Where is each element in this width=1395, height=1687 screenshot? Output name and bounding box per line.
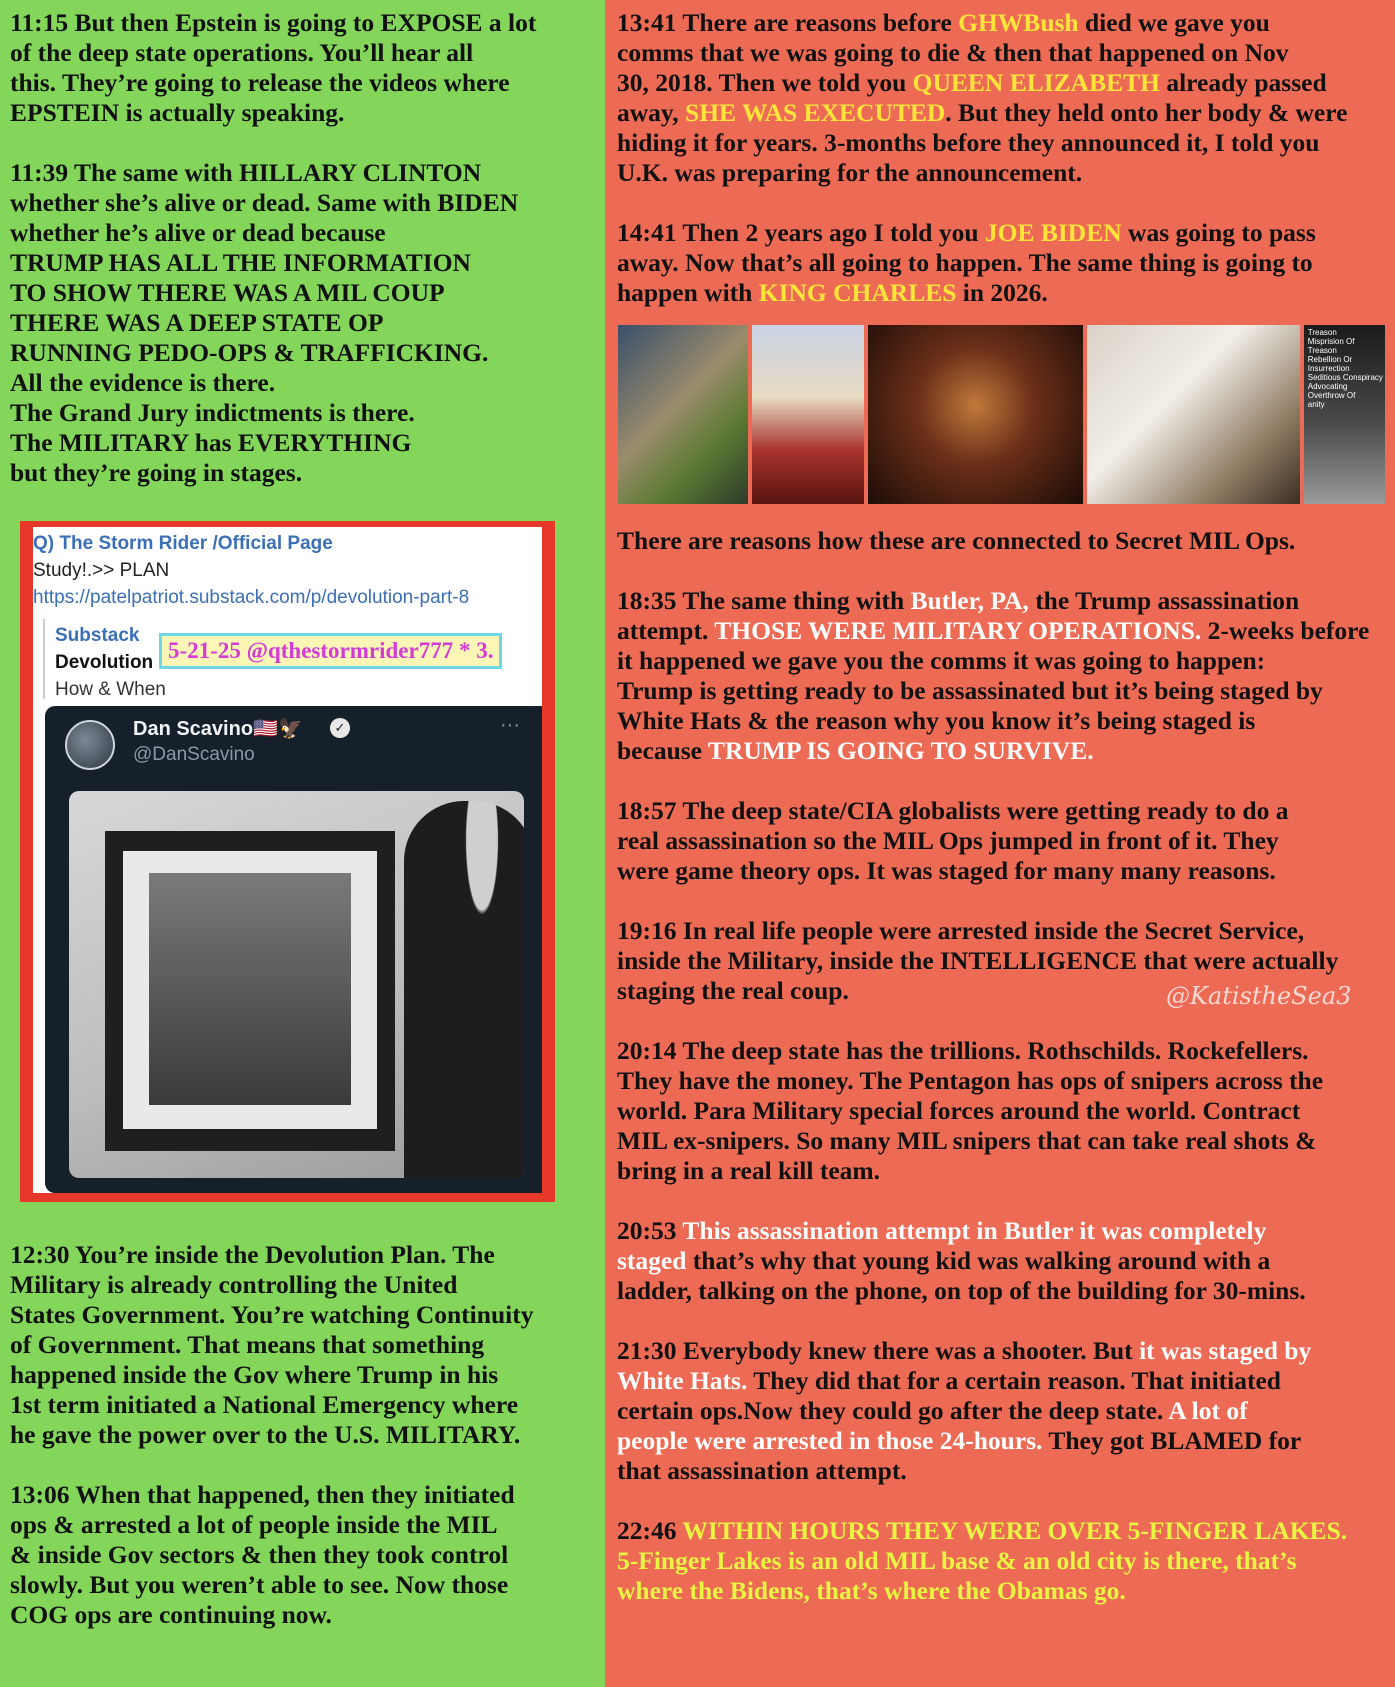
right-paragraph-4 [617,586,1369,766]
card-source: Substack [55,625,140,646]
collage-image-2 [752,325,864,504]
text-run: 14:41 Then 2 years ago I told you [617,218,985,247]
right-paragraph-10 [617,1516,1347,1606]
text-run: This assassination attempt in Butler it was completely staged [617,1216,1267,1275]
watermark: @KatistheSea3 [1166,982,1352,1010]
text-run: 20:53 [617,1216,683,1245]
left-paragraph-1: 11:15 But then Epstein is going to EXPOSE a lot of the deep state operations. You’ll hear all this. They’re going to release the videos where EPSTEIN is actually speaking. [10,8,537,127]
post-text: Study!.>> PLAN [33,560,170,581]
left-paragraph-4: 13:06 When that happened, then they initiated ops & arrested a lot of people inside the MIL & inside Gov sectors & then they took control slowly. But you weren’t able to see. Now those COG ops are continuing now. [10,1480,515,1629]
text-run: A lot of people were arrested in those 24-hours. [617,1396,1248,1455]
text-run: They got BLAMED for that assassination attempt. [617,1426,1302,1485]
screenshot-content [33,527,542,1193]
left-paragraph-2: 11:39 The same with HILLARY CLINTON whether she’s alive or dead. Same with BIDEN whether he’s alive or dead because TRUMP HAS ALL THE INFORMATION TO SHOW THERE WAS A MIL COUP THERE WAS A DEEP STATE OP RUNNING PEDO-OPS & TRAFFICKING. All the evidence is there. The Grand Jury indictments is there. The MILITARY has EVERYTHING but they’re going in stages. [10,158,519,487]
text-run: TRUMP IS GOING TO SURVIVE. [707,736,1094,765]
right-paragraph-5 [617,796,1288,886]
text-run: that’s why that young kid was walking around with a ladder, talking on the phone, on top of the building for 30-mins. [617,1246,1306,1305]
text-run: 13:41 There are reasons before [617,8,959,37]
tweet-card [45,706,542,1193]
text-run: QUEEN ELIZABETH [912,68,1160,97]
text-run: died we gave you comms that we was going to die & then that happened on Nov 30, 2018. Then we told you [617,8,1289,97]
text-run: was going to pass away. Now that’s all going to happen. The same thing is going to happen with [617,218,1316,307]
post-link[interactable]: https://patelpatriot.substack.com/p/devolution-part-8 [33,587,470,608]
card-title: Devolution [55,652,154,673]
text-run: already passed away, [617,68,1327,127]
image-collage [618,325,1385,504]
date-stamp: 5-21-25 @qthestormrider777 * 3. [159,633,502,669]
tweet-author-name[interactable]: Dan Scavino🇺🇸🦅 [133,718,303,740]
portrait-image [149,873,351,1105]
text-run: the Trump assassination attempt. [617,586,1300,645]
tweet-photo [69,791,524,1178]
right-paragraph-8 [617,1216,1306,1306]
verified-badge-icon: ✓ [330,718,350,738]
text-run: 19:16 In real life people were arrested inside the Secret Service, inside the Military, inside the INTELLIGENCE that were actually staging the real coup. [617,916,1339,1005]
picture-mat [123,851,377,1129]
collage-image-1 [618,325,748,504]
text-run: 2-weeks before it happened we gave you the comms it was going to happen: Trump is getting ready to be assassinated but it’s being staged by White Hats & the reason why you know it’s being staged is because [617,616,1370,765]
text-run: WITHIN HOURS THEY WERE OVER 5-FINGER LAKES. 5-Finger Lakes is an old MIL base & an old city is there, that’s where the Bidens, that’s where the Obamas go. [617,1516,1348,1605]
right-paragraph-2 [617,218,1316,308]
text-run: 22:46 [617,1516,683,1545]
collage-image-5-caption: Treason Misprision Of Treason Rebellion Or Insurrection Seditious Conspiracy Advocating Overthrow Of anity [1307,328,1383,409]
collage-image-3 [868,325,1083,504]
collage-image-4 [1087,325,1300,504]
text-run: There are reasons how these are connected to Secret MIL Ops. [617,526,1296,555]
right-paragraph-3 [617,526,1295,556]
left-paragraph-3: 12:30 You’re inside the Devolution Plan. The Military is already controlling the United States Government. You’re watching Continuity of Government. That means that something happened inside the Gov where Trump in his 1st term initiated a National Emergency where he gave the power over to the U.S. MILITARY. [10,1240,534,1449]
right-paragraph-7 [617,1036,1323,1186]
facebook-page-title[interactable]: Q) The Storm Rider /Official Page [33,533,333,554]
standing-figure [404,801,524,1178]
text-run: 18:57 The deep state/CIA globalists were getting ready to do a real assassination so the MIL Ops jumped in front of it. They were game theory ops. It was staged for many many reasons. [617,796,1289,885]
text-run: it was staged by White Hats. [617,1336,1312,1395]
avatar[interactable] [65,720,115,770]
text-run: 21:30 Everybody knew there was a shooter. But [617,1336,1140,1365]
card-subtitle: How & When [55,679,166,700]
text-run: GHWBush [958,8,1079,37]
text-run: SHE WAS EXECUTED [685,98,946,127]
right-paragraph-1 [617,8,1347,188]
text-run: in 2026. [956,278,1048,307]
collage-image-5 [1304,325,1385,504]
text-run: 18:35 The same thing with [617,586,911,615]
text-run: They did that for a certain reason. That initiated certain ops.Now they could go after the deep state. [617,1366,1281,1425]
text-run: THOSE WERE MILITARY OPERATIONS. [714,616,1202,645]
left-column [0,0,605,1687]
text-run: . But they held onto her body & were hiding it for years. 3-months before they announced it, I told you U.K. was preparing for the announcement. [617,98,1348,187]
text-run: Butler, PA, [910,586,1029,615]
right-paragraph-9 [617,1336,1311,1486]
text-run: 20:14 The deep state has the trillions. Rothschilds. Rockefellers. They have the money. The Pentagon has ops of snipers across the world. Para Military special forces around the world. Contract MIL ex-snipers. So many MIL snipers that can take real shots & bring in a real kill team. [617,1036,1324,1185]
text-run: JOE BIDEN [984,218,1122,247]
embedded-screenshot [20,521,555,1202]
text-run: KING CHARLES [758,278,957,307]
more-options-icon[interactable]: ··· [500,714,520,736]
easel-frame [105,831,395,1151]
tweet-author-handle[interactable]: @DanScavino [133,744,255,765]
